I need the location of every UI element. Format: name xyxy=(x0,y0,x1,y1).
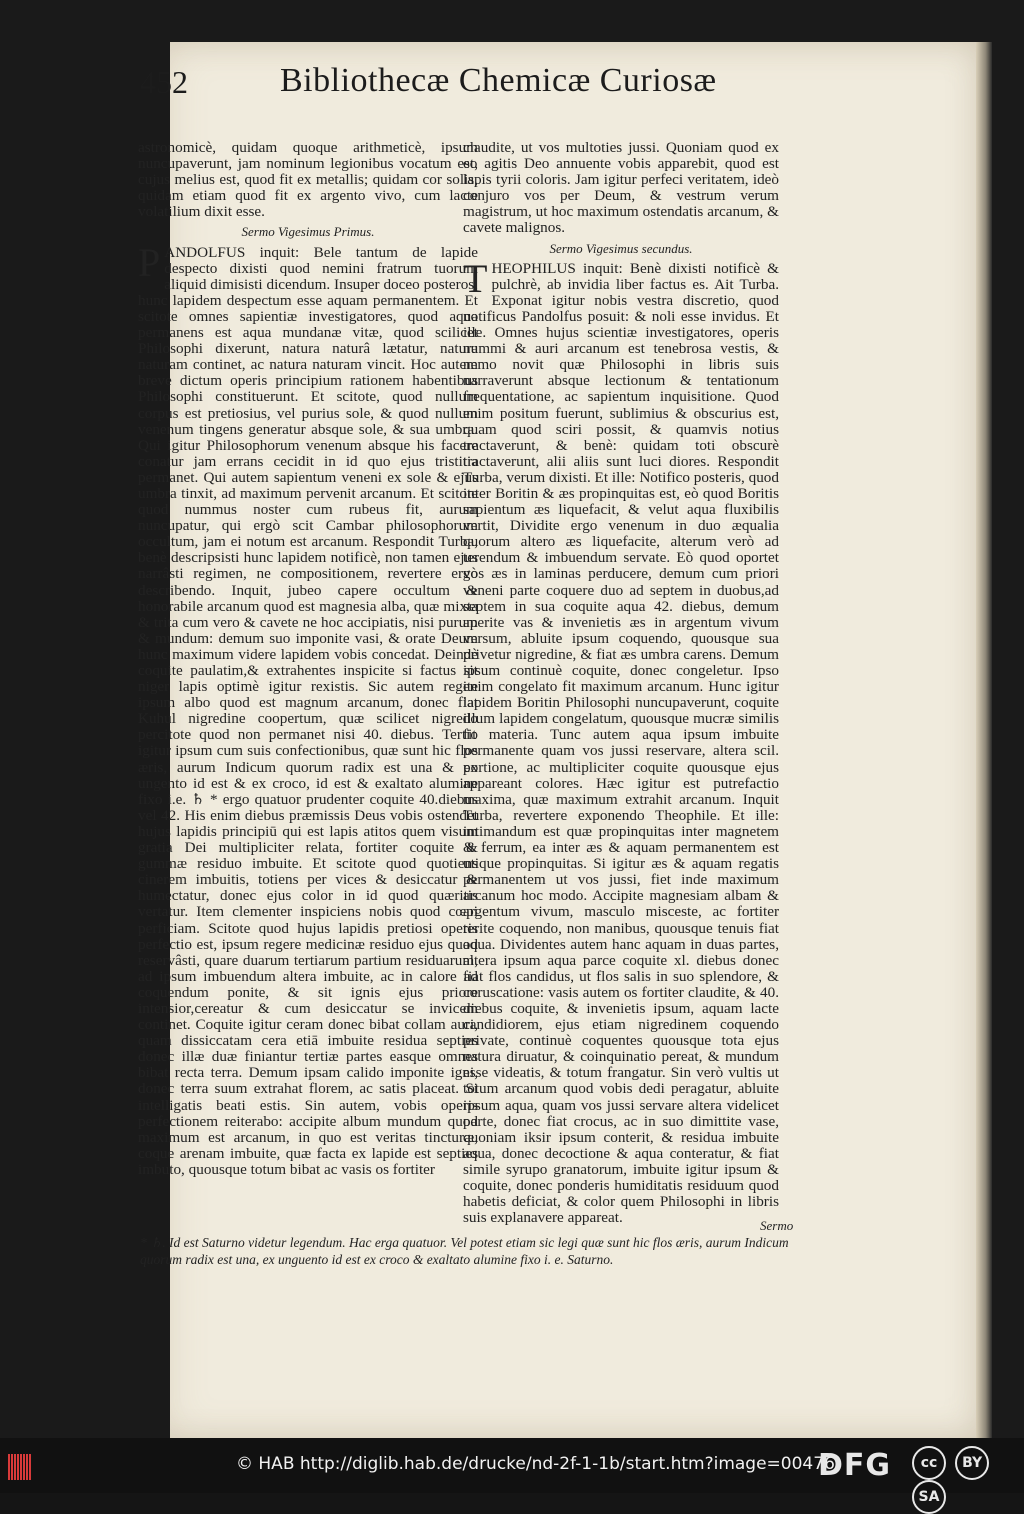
right-section-heading: Sermo Vigesimus secundus. xyxy=(549,240,693,256)
source-url-link[interactable]: © HAB http://diglib.hab.de/drucke/nd-2f-1-1b/start.htm?image=00476 xyxy=(236,1454,835,1474)
right-section-body xyxy=(463,255,779,1227)
running-title: Bibliothecæ Chemicæ Curiosæ xyxy=(280,62,717,99)
right-body-text: HEOPHILUS inquit: Benè dixisti notificè & pulchrè, ab invidia liber factus es. Ait Turba. Exponat igitur nobis vestra discretio, quod notificus Pandolfus posuit: & noli esse invidus. Et ille. Omnes hujus scientiæ investigatores, operis nummi & auri arcanum est tenebrosa vestis, & nemo novit quæ Philosophi in libris suis narraverunt absque lectionum & tentationum frequentatione, ac sapientum inquisitione. Quod enim positum fuerunt, sublimius & obscurius est, quam quod sciri possit, & quamvis notius tractaverunt, & benè: quidam toti obscurè tractaverunt, alii aliis sunt luci diores. Respondit Turba, verum dixisti. Et ille: Notifico posteris, quod inter Boritin & æs propinquitas est, eò quod Boritis sapientum æs liquefacit, & velut aqua fluxibilis vertit, Dividite ergo venenum in duo æqualia quorum altero æs liquefacite, alterum verò ad terendum & imbuendum servate. Eò quod oportet vos æs in laminas perducere, demum cum priori veneni parte coquere duo ad septem in duobus,ad septem in sua coquite aqua 42. diebus, demum aperite vas & invenietis æs in argentum vivum versum, abluite ipsum coquendo, quousque sua privetur nigredine, & fiat æs umbra carens. Demum ipsum continuè coquite, donec congeletur. Ipso enim congelato fit maximum arcanum. Hunc igitur lapidem Boritin Philosophi nuncupaverunt, coquite illum lapidem congelatum, quousque mucræ similis fit materia. Tunc autem aqua ipsum imbuite permanente quam vos jussi reservare, altera scil. portione, ac multipliciter coquite quousque ejus appareant colores. Hæc igitur est putrefactio maxima, quæ maximum extrahit arcanum. Inquit Turba, revertere exponendo Theophile. Et ille: intimandum est quæ propinquitas inter magnetem & ferrum, ea inter æs & aquam permanentem est utique propinquitas. Si igitur æs & aquam regatis permanentem ut vos jussi, fiet inde maximum arcanum hoc modo. Accipite magnesiam albam & argentum vivum, masculo misceste, ac fortiter terite coquendo, non manibus, quousque tenuis fiat aqua. Dividentes autem hanc aquam in duas partes, altera ipsum aqua parce coquite xl. diebus donec fiat flos candidus, ut flos salis in suo splendore, & coruscatione: vasis autem os fortiter claudite, & 40. diebus coquite, & invenietis ipsum, aquam lacte candidiorem, ejus etiam nigredinem coquendo private, continuè coquentes quousque tota ejus natura diruatur, & coinquinatio pereat, & mundum esse videatis, & totum frangatur. Sin verò vultis ut totum arcanum quod vobis dedi peragatur, abluite ipsum aqua, quam vos jussi servare altera videlicet parte, donec fiat crocus, ac in suo dimittite vase, quoniam iksir ipsum conterit, & residua imbuite aqua, donec decoctione & aqua conteratur, & fiat simile syrupo granatorum, imbuite igitur ipsum & coquite, donec ponderis humiditatis residuum quod habetis deficiat, & color quem Philosophi in libris suis explanavere appareat. xyxy=(463,259,779,1227)
license-icons[interactable] xyxy=(912,1446,1024,1505)
left-dropcap: P xyxy=(138,239,161,285)
page-edge xyxy=(976,42,992,1438)
right-dropcap: T xyxy=(463,255,488,301)
left-column xyxy=(138,140,478,1178)
cc-icon[interactable]: cc xyxy=(912,1446,946,1480)
dfg-logo: DFG xyxy=(818,1448,892,1483)
footnote: * ♄. Id est Saturno videtur legendum. Hac erga quatuor. Vel potest etiam sic legi quæ sunt hic flos æris, aurum Indicum quorum radix est una, ex unguento id est ex croco & exaltato alumine fixo i. e. Saturno. xyxy=(140,1235,789,1267)
catchword: Sermo xyxy=(760,1218,794,1233)
left-intro-text: astronomicè, quidam quoque arithmeticè, ipsum nuncupaverunt, jam nominum legionibus vocatum est, cujus melius est, quod fit ex metallis; quidam cor solis, quidam etiam quod fit ex argento vivo, cum lacte volatilium dixit esse. xyxy=(138,139,478,221)
right-column xyxy=(463,140,779,1226)
page-number: 452 xyxy=(140,64,188,100)
library-logo-icon xyxy=(8,1454,38,1480)
page-header xyxy=(140,56,800,106)
sa-icon[interactable]: SA xyxy=(912,1480,946,1514)
left-section-heading: Sermo Vigesimus Primus. xyxy=(241,224,375,240)
by-icon[interactable]: BY xyxy=(955,1446,989,1480)
right-intro-text: claudite, ut vos multoties jussi. Quoniam quod ex eo agitis Deo annuente vobis apparebit, quod est lapis tyrii coloris. Jam igitur perfeci veritatem, ideò conjuro vos per Deum, & vestrum verum magistrum, ut hoc maximum ostendatis arcanum, & cavete malignos. xyxy=(463,139,779,237)
footer-bar xyxy=(0,1438,1024,1505)
left-section-body xyxy=(138,239,478,1178)
left-body-text: ANDOLFUS inquit: Bele tantum de lapide despecto dixisti quod nemini fratrum tuorum aliquid dimisisti dicendum. Insuper doceo posteros, hunc lapidem despectum esse aquam permanentem. Et scitote omnes sapientiæ investigatores, quod aqua permanens est aqua mundanæ vitæ, quod scilicet Philosophi dixerunt, natura naturâ lætatur, natura naturam continet, ac natura naturam vincit. Hoc autem breve dictum operis principium rationem habentibus Philosophi constituerunt. Et scitote, quod nullum corpus est pretiosius, vel purius sole, & quod nullum venenum tingens generatur absque sole, & sua umbra. Qui igitur Philosophorum venenum absque his facere conatur jam errans cecidit in id quo ejus tristitia permanet. Qui autem sapientum veneni ex sole & ejus umbra tinxit, ad maximum pervenit arcanum. Et scitote quod nummus noster cum rubeus fit, aurum nuncupatur, qui ergò scit Cambar philosophorum occultum, jam ei notum est arcanum. Respondit Turba, benè descripsisti hunc lapidem notificè, non tamen ejus narrâsti regimen, ne compositionem, revertere ergò describendo. Inquit, jubeo capere occultum & honorabile arcanum quod est magnesia alba, quæ mixta & trita cum vero & cavete ne hoc accipiatis, nisi purum & mundum: demum suo imponite vasi, & orate Deum hunc maximum videre lapidem vobis concedat. Deindè coquite paulatim,& extrahentes inspicite si factus sit niger lapis optimè igitur rexistis. Sic autem regite ipsum albo quod est magnum arcanum, donec fiat Kuhul nigredine coopertum, quæ scilicet nigredo percitote quod non permanet nisi 40. diebus. Tertio igitur ipsum cum suis confectionibus, quæ sunt hic flos æris, aurum Indicum quorum radix est una & ex ungento id est & ex croco, id est & exaltato alumine fixo i.e. ♄ * ergo quatuor prudenter coquite 40.diebus vel 42. His enim diebus præmissis Deus vobis ostendet hujus lapidis principiū qui est lapis atitos quem visum gratia Dei multipliciter relata, fortiter coquite & gummæ residuo imbuite. Et scitote quod quotiens cinerem imbuitis, totiens per vices & desiccatur & humectatur, donec ejus color in id quod quæritis vertatur. Item clementer inspiciens nobis quod cœpi perficiam. Scitote quod hujus lapidis pretiosi operis perfectio est, ipsum regere medicinæ residuo ejus quod reservâsti, quare duarum tertiarum partium residuarum, ad ipsum imbuendum altera imbuite, ac in calore ad coquendum ponite, & sit ignis ejus priore intensior,cereatur & cum desiccatur se invicem continet. Coquite igitur ceram donec bibat collam auri, quam dissiccatam cera etiā imbuite residua septies donec illæ duæ finiantur tertiæ partes easque omnes bibat recta terra. Demum ipsam calido imponite igni, donec terra suum extrahat florem, ac satis placeat. Si intelligatis beati estis. Sin autem, vobis operis perfectionem reiterabo: accipite album mundum quod maximum est arcanum, in quo est veritas tincturæ, coque arenam imbuite, quæ facta ex lapide est septies imbuto, quousque totum bibat ac vasis os fortiter xyxy=(138,243,478,1178)
